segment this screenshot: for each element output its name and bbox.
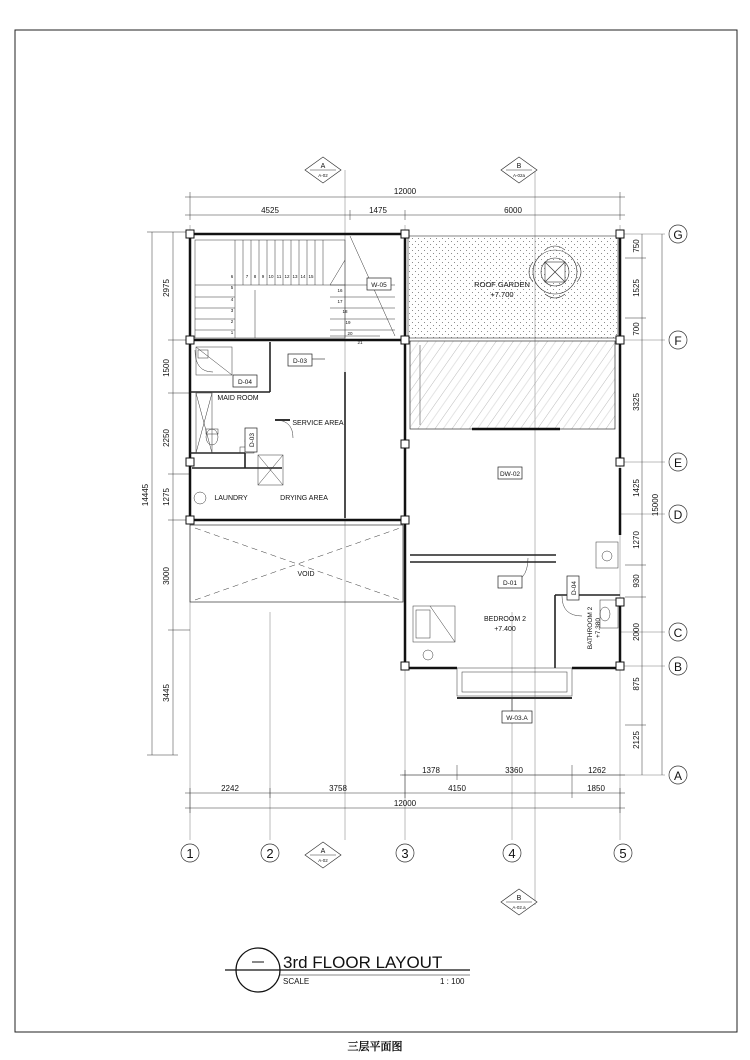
deck-area bbox=[410, 341, 615, 429]
stair-number: 1 bbox=[230, 330, 234, 335]
drying-area-label: DRYING AREA bbox=[280, 495, 328, 502]
dim-bottom-part: 4150 bbox=[448, 784, 466, 793]
tag-d04: D-04 bbox=[237, 379, 253, 386]
grid-row-label: F bbox=[674, 334, 682, 348]
dim-bottom-part: 2242 bbox=[221, 784, 239, 793]
dim-bottom-sub: 3360 bbox=[505, 766, 523, 775]
grid-row-label: B bbox=[673, 660, 683, 674]
stair-number: 2 bbox=[230, 319, 234, 324]
grid-row-label: C bbox=[673, 626, 683, 640]
maid-room-label: MAID ROOM bbox=[217, 395, 259, 402]
staircase bbox=[195, 236, 395, 338]
dim-right-part: 1270 bbox=[632, 531, 641, 549]
roof-garden-label: ROOF GARDEN bbox=[474, 280, 530, 289]
laundry-label: LAUNDRY bbox=[214, 495, 248, 502]
stair-number: 9 bbox=[261, 274, 265, 279]
dim-top-part: 1475 bbox=[369, 206, 387, 215]
stair-number: 20 bbox=[347, 331, 353, 336]
stair-number: 19 bbox=[345, 320, 351, 325]
tag-w03a: W-03.A bbox=[506, 715, 528, 722]
bathroom-2-label: BATHROOM 2 bbox=[587, 606, 594, 650]
sheet-border bbox=[15, 30, 737, 1032]
section-marker-top-a bbox=[305, 157, 341, 183]
section-marker-letter: B bbox=[516, 163, 522, 170]
dim-right-part: 2125 bbox=[632, 731, 641, 749]
stair-number: 21 bbox=[357, 340, 363, 345]
section-marker-letter: A bbox=[320, 163, 326, 170]
section-marker-ref: A-02.a bbox=[512, 905, 526, 910]
stair-number: 12 bbox=[284, 274, 290, 279]
section-marker-ref: A-02a bbox=[512, 173, 526, 178]
grid-column-label: 2 bbox=[266, 846, 274, 861]
bedroom-2-fixtures bbox=[413, 558, 572, 698]
grid-row-label: G bbox=[673, 228, 683, 242]
section-marker-letter: A bbox=[320, 848, 326, 855]
dim-top-part: 6000 bbox=[504, 206, 522, 215]
stair-number: 18 bbox=[342, 309, 348, 314]
dim-left-part: 1500 bbox=[162, 359, 171, 377]
dim-top-total: 12000 bbox=[393, 187, 417, 196]
stair-number: 5 bbox=[230, 285, 234, 290]
grid-row-label: E bbox=[673, 456, 683, 470]
dim-left-part: 3000 bbox=[162, 567, 171, 585]
dim-right-part: 875 bbox=[632, 677, 641, 691]
dim-right-part: 750 bbox=[632, 239, 641, 253]
dim-right-part: 700 bbox=[632, 322, 641, 336]
stair-number: 10 bbox=[268, 274, 274, 279]
drawing-caption: 三层平面图 bbox=[347, 1040, 403, 1053]
void-area bbox=[190, 525, 403, 602]
stair-number: 13 bbox=[292, 274, 298, 279]
dim-left-part: 2975 bbox=[162, 279, 171, 297]
stair-number: 8 bbox=[253, 274, 257, 279]
dim-right-part: 3325 bbox=[632, 393, 641, 411]
stair-number: 4 bbox=[230, 297, 234, 302]
section-marker-top-b bbox=[501, 157, 537, 183]
stair-step-numbers bbox=[231, 274, 363, 345]
stair-number: 3 bbox=[230, 308, 234, 313]
stair-number: 6 bbox=[230, 274, 234, 279]
grid-column-label: 5 bbox=[619, 846, 627, 861]
bedroom-2-label: BEDROOM 2 bbox=[483, 616, 527, 623]
dim-left-part: 1275 bbox=[162, 488, 171, 506]
tag-d01: D-01 bbox=[502, 580, 518, 587]
dim-right-part: 2000 bbox=[632, 623, 641, 641]
top-dimensions bbox=[185, 192, 625, 220]
stair-number: 16 bbox=[337, 288, 343, 293]
bathroom-2-level: +7.380 bbox=[595, 617, 602, 639]
section-marker-letter: B bbox=[516, 895, 522, 902]
tag-d04-vertical: D-04 bbox=[571, 580, 578, 596]
dim-right-total: 15000 bbox=[651, 493, 660, 517]
stair-number: 7 bbox=[245, 274, 249, 279]
stair-number: 11 bbox=[276, 274, 282, 279]
grid-column-label: 4 bbox=[508, 846, 516, 861]
section-marker-ref: A-02 bbox=[318, 858, 328, 863]
scale-label: SCALE bbox=[283, 977, 310, 986]
dim-right-part: 1525 bbox=[632, 279, 641, 297]
dim-bottom-part: 3758 bbox=[329, 784, 347, 793]
stair-number: 14 bbox=[300, 274, 306, 279]
service-area-label: SERVICE AREA bbox=[292, 420, 344, 427]
dim-bottom-sub: 1378 bbox=[422, 766, 440, 775]
tag-w05: W-05 bbox=[371, 282, 387, 289]
grid-row-label: D bbox=[673, 508, 683, 522]
dim-left-part: 3445 bbox=[162, 684, 171, 702]
section-marker-bottom-a bbox=[305, 842, 341, 868]
section-marker-bottom-b bbox=[501, 889, 537, 915]
bedroom-2-level: +7.400 bbox=[494, 626, 516, 633]
grid-column-label: 1 bbox=[186, 846, 194, 861]
stair-number: 17 bbox=[337, 299, 343, 304]
drawing-title: 3rd FLOOR LAYOUT bbox=[283, 953, 443, 972]
void-label: VOID bbox=[297, 571, 315, 578]
grid-column-label: 3 bbox=[401, 846, 409, 861]
stair-number: 15 bbox=[308, 274, 314, 279]
service-area-fixtures bbox=[194, 350, 293, 504]
dim-right-part: 930 bbox=[632, 574, 641, 588]
grid-row-label: A bbox=[673, 769, 683, 783]
dim-bottom-part: 1850 bbox=[587, 784, 605, 793]
grid-row-bubbles bbox=[669, 225, 687, 784]
tag-d03-vertical: D-03 bbox=[249, 432, 256, 448]
tag-dw02: DW-02 bbox=[499, 471, 521, 478]
dim-bottom-total: 12000 bbox=[393, 799, 417, 808]
roof-garden-level: +7.700 bbox=[490, 290, 514, 299]
dim-top-part: 4525 bbox=[261, 206, 279, 215]
dim-bottom-sub: 1262 bbox=[588, 766, 606, 775]
section-marker-ref: A-02 bbox=[318, 173, 328, 178]
dim-left-total: 14445 bbox=[141, 483, 150, 507]
dim-right-part: 1425 bbox=[632, 479, 641, 497]
tag-d03: D-03 bbox=[292, 358, 308, 365]
scale-value: 1 : 100 bbox=[440, 977, 465, 986]
dim-left-part: 2250 bbox=[162, 429, 171, 447]
